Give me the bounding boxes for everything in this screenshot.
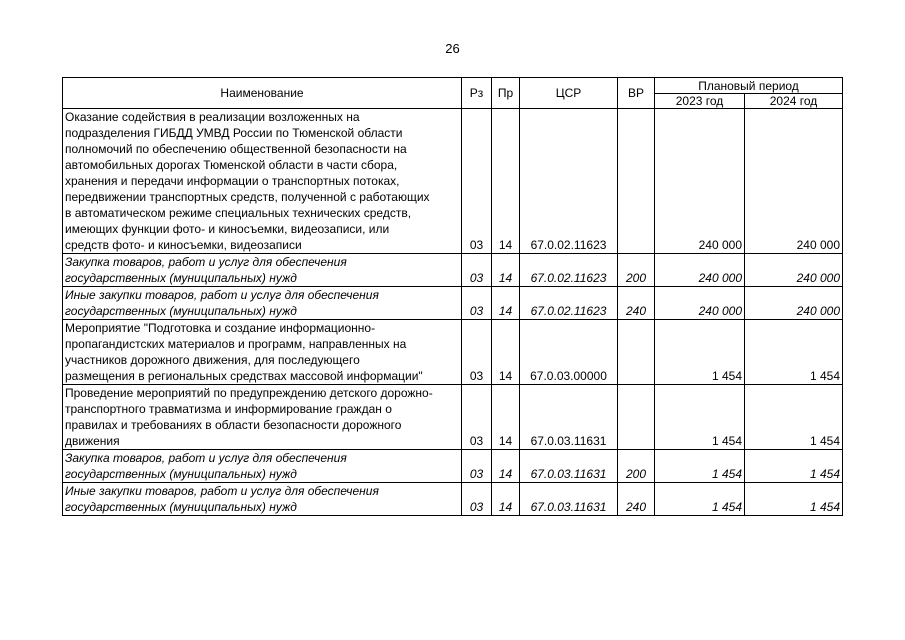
row-csr-cell: 67.0.03.11631 [520, 450, 618, 483]
header-vr: ВР [618, 78, 655, 109]
row-pr-cell: 14 [492, 385, 520, 450]
row-2024-cell: 240 000 [745, 254, 843, 287]
row-name-line: Проведение мероприятий по предупреждению детского дорожно- [65, 386, 433, 400]
row-csr-cell: 67.0.03.11631 [520, 483, 618, 516]
row-name-line: государственных (муниципальных) нужд [65, 500, 297, 514]
row-name-cell [63, 385, 462, 450]
row-name-line: полномочий по обеспечению общественной безопасности на [65, 142, 407, 156]
row-2024-cell: 1 454 [745, 483, 843, 516]
header-rz: Рз [462, 78, 492, 109]
row-name-line: правилах и требованиях в области безопасности дорожного [65, 418, 402, 432]
row-csr-cell: 67.0.03.00000 [520, 320, 618, 385]
row-name-line: государственных (муниципальных) нужд [65, 467, 297, 481]
row-2023-cell: 1 454 [655, 483, 745, 516]
table-row [63, 385, 843, 450]
page-number: 26 [445, 41, 460, 56]
row-name-line: хранения и передачи информации о транспортных потоках, [65, 174, 400, 188]
table-row [63, 320, 843, 385]
row-name-line: движения [65, 434, 120, 448]
row-name-line: участников дорожного движения, для последующего [65, 353, 360, 367]
row-vr-cell: 200 [618, 450, 655, 483]
row-name-line: средств фото- и киносъемки, видеозаписи [65, 238, 302, 252]
table-row [63, 109, 843, 254]
row-name-line: Оказание содействия в реализации возложенных на [65, 110, 360, 124]
row-name-line: имеющих функции фото- и киносъемки, видеозаписи, или [65, 222, 390, 236]
row-rz-cell: 03 [462, 385, 492, 450]
row-2023-cell: 240 000 [655, 287, 745, 320]
row-name-line: передвижении транспортных средств, полученной с работающих [65, 190, 430, 204]
row-name-cell [63, 450, 462, 483]
row-name-line: пропагандистских материалов и программ, направленных на [65, 337, 407, 351]
row-vr-cell: 240 [618, 287, 655, 320]
row-csr-cell: 67.0.02.11623 [520, 287, 618, 320]
row-name-line: государственных (муниципальных) нужд [65, 271, 297, 285]
table-row [63, 450, 843, 483]
row-name-line: Закупка товаров, работ и услуг для обеспечения [65, 451, 347, 465]
row-name-cell [63, 109, 462, 254]
row-2023-cell: 1 454 [655, 385, 745, 450]
row-2023-cell: 1 454 [655, 450, 745, 483]
row-2023-cell: 240 000 [655, 254, 745, 287]
row-2024-cell: 240 000 [745, 109, 843, 254]
row-pr-cell: 14 [492, 320, 520, 385]
row-pr-cell: 14 [492, 450, 520, 483]
row-vr-cell [618, 385, 655, 450]
row-2024-cell: 1 454 [745, 385, 843, 450]
header-pr: Пр [492, 78, 520, 109]
row-name-line: государственных (муниципальных) нужд [65, 304, 297, 318]
row-vr-cell: 240 [618, 483, 655, 516]
row-pr-cell: 14 [492, 287, 520, 320]
row-vr-cell: 200 [618, 254, 655, 287]
row-2024-cell: 1 454 [745, 320, 843, 385]
row-vr-cell [618, 109, 655, 254]
row-csr-cell: 67.0.03.11631 [520, 385, 618, 450]
row-rz-cell: 03 [462, 483, 492, 516]
row-name-cell [63, 254, 462, 287]
row-vr-cell [618, 320, 655, 385]
row-name-line: Мероприятие "Подготовка и создание информационно- [65, 321, 376, 335]
row-pr-cell: 14 [492, 483, 520, 516]
row-name-cell [63, 483, 462, 516]
header-plan-period: Плановый период [655, 78, 843, 94]
row-pr-cell: 14 [492, 109, 520, 254]
row-rz-cell: 03 [462, 287, 492, 320]
row-name-cell [63, 320, 462, 385]
row-2023-cell: 1 454 [655, 320, 745, 385]
row-2024-cell: 1 454 [745, 450, 843, 483]
table-row [63, 287, 843, 320]
row-name-line: транспортного травматизма и информирование граждан о [65, 402, 392, 416]
row-name-line: в автоматическом режиме специальных технических средств, [65, 206, 412, 220]
row-2023-cell: 240 000 [655, 109, 745, 254]
row-rz-cell: 03 [462, 254, 492, 287]
header-year-2024: 2024 год [745, 94, 843, 109]
table-row [63, 254, 843, 287]
row-csr-cell: 67.0.02.11623 [520, 254, 618, 287]
header-name: Наименование [63, 78, 462, 109]
row-name-line: Иные закупки товаров, работ и услуг для обеспечения [65, 288, 379, 302]
row-name-line: Закупка товаров, работ и услуг для обеспечения [65, 255, 347, 269]
row-name-line: размещения в региональных средствах массовой информации" [65, 369, 423, 383]
row-name-line: Иные закупки товаров, работ и услуг для обеспечения [65, 484, 379, 498]
header-csr: ЦСР [520, 78, 618, 109]
row-2024-cell: 240 000 [745, 287, 843, 320]
budget-table [62, 77, 843, 516]
row-rz-cell: 03 [462, 450, 492, 483]
header-year-2023: 2023 год [655, 94, 745, 109]
row-rz-cell: 03 [462, 109, 492, 254]
row-pr-cell: 14 [492, 254, 520, 287]
table-body [63, 109, 843, 516]
row-name-cell [63, 287, 462, 320]
row-name-line: автомобильных дорогах Тюменской области в части сбора, [65, 158, 398, 172]
table-row [63, 483, 843, 516]
row-rz-cell: 03 [462, 320, 492, 385]
row-name-line: подразделения ГИБДД УМВД России по Тюменской области [65, 126, 403, 140]
row-csr-cell: 67.0.02.11623 [520, 109, 618, 254]
